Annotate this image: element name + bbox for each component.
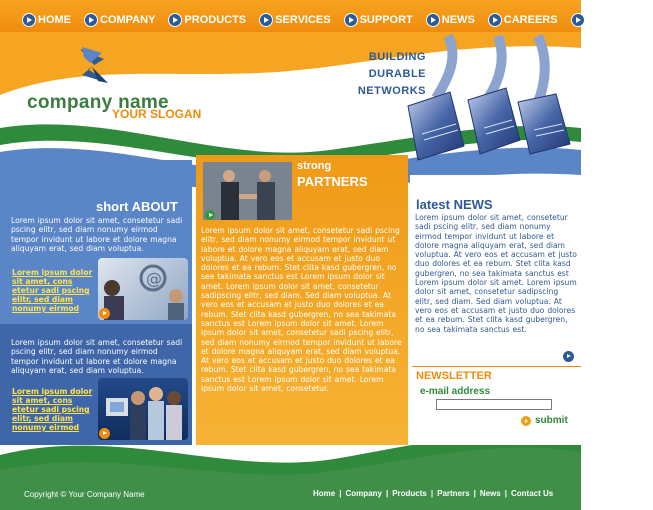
nav-arrow-icon xyxy=(571,13,585,27)
partners-title-small: strong xyxy=(297,160,332,172)
footer-separator: | xyxy=(339,489,342,498)
partners-title-big: PARTNERS xyxy=(297,174,368,189)
nav-news[interactable] xyxy=(426,8,475,32)
nav-services[interactable] xyxy=(259,8,330,32)
about-title-small: short xyxy=(96,199,132,214)
about-paragraph-2: Lorem ipsum dolor sit amet, consetetur sadi pscing elitr, sed diam nonumy eirmod tempor invidunt ut labore et dolore magna aliquyam erat, sed diam voluptua. xyxy=(11,338,183,375)
handshake-photo xyxy=(203,162,292,220)
footer-separator: | xyxy=(473,489,476,498)
submit-button[interactable] xyxy=(521,415,568,426)
team-computer-photo xyxy=(98,378,188,440)
about-title-big: ABOUT xyxy=(131,199,178,214)
nav-contact-us-label: CONTACT US xyxy=(586,8,640,32)
company-name: company name xyxy=(27,92,169,113)
about-paragraph-1: Lorem ipsum dolor sit amet, consetetur sadi pscing elitr, sed diam nonumy eirmod tempor invidunt ut labore et dolore magna aliquyam erat, sed diam voluptua. xyxy=(11,216,183,253)
news-more-icon[interactable] xyxy=(563,351,574,362)
nav-products-label: PRODUCTS xyxy=(184,14,247,26)
main-nav xyxy=(22,8,653,32)
footer-separator: | xyxy=(385,489,389,498)
about-more-2-icon[interactable] xyxy=(99,428,110,439)
nav-home-label: HOME xyxy=(38,14,71,26)
footer-separator: | xyxy=(430,489,434,498)
nav-arrow-icon xyxy=(84,13,98,27)
nav-home[interactable] xyxy=(22,8,71,32)
news-title xyxy=(416,197,493,212)
footer-link-products[interactable]: Products xyxy=(392,489,427,498)
footer-separator: | xyxy=(504,489,507,498)
nav-arrow-icon xyxy=(344,13,358,27)
footer-link-news[interactable]: News xyxy=(479,489,501,498)
nav-arrow-icon xyxy=(168,13,182,27)
nav-support-label: SUPPORT xyxy=(359,14,413,26)
about-link-1[interactable]: Lorem ipsum dolor sit amet, cons etetur sadi pscing elitr, sed diam nonumy eirmod xyxy=(12,268,93,313)
nav-contact-us[interactable] xyxy=(571,8,640,32)
about-title xyxy=(96,199,178,214)
footer-nav xyxy=(313,489,553,498)
partners-body: Lorem ipsum dolor sit amet, consetetur sadi pscing elitr, sed diam nonumy eirmod tempor invidunt ut labore et dolore magna aliquyam erat, sed diam voluptua. At vero eos et accusam et justo duo dolores et ea rebum. Stet clita kasd gubergren, no sea takimata sanctus est Lorem ipsum dolor sit amet. Lorem ipsum dolor sit amet, consetetur sadipscing elitr, sed diam. Sed diam voluptua. At vero eos et accusam et justo duo dolores et ea rebum. Stet clita kasd gubergren, no sea takimata sanctus est Lorem ipsum dolor sit amet. Lorem ipsum dolor sit amet, consetetur sadi pscing elitr, sed diam nonumy eirmod tempor invidunt ut labore et dolore magna aliquyam erat, sed diam voluptua. At vero eos et accusam et justo duo dolores et ea rebum. Stet clita kasd gubergren, no sea takimata sanctus est Lorem ipsum dolor sit amet. Lorem ipsum dolor sit amet, consetetur. xyxy=(201,226,402,394)
news-body: Lorem ipsum dolor sit amet, consetetur sadi pscing elitr, sed diam nonumy eirmod tempor invidunt ut labore et dolore magna aliquyam erat, sed diam voluptua. At vero eos et accusam et justo duo dolores et ea rebum. Stet clita kasd gubergren, no sea takimata sanctus est Lorem ipsum dolor sit amet. Lorem ipsum dolor sit amet, consetetur sadipscing elitr, sed diam. Sed diam voluptua. At vero eos et accusam et justo duo dolores et ea rebum. Stet clita kasd gubergren, no sea takimata sanctus est. xyxy=(415,213,577,334)
email-label: e-mail address xyxy=(420,386,491,397)
news-title-big: NEWS xyxy=(453,197,493,212)
tagline-line-2: DURABLE xyxy=(368,68,426,80)
network-cables-image xyxy=(388,36,581,171)
company-slogan: YOUR SLOGAN xyxy=(112,107,202,121)
tagline-line-3: NETWORKS xyxy=(357,85,426,97)
nav-company-label: COMPANY xyxy=(100,14,156,26)
tagline-line-1: BUILDING xyxy=(368,51,426,63)
nav-arrow-icon xyxy=(426,13,440,27)
company-logo xyxy=(78,45,110,87)
email-input[interactable] xyxy=(436,399,552,410)
about-more-1-icon[interactable] xyxy=(99,308,110,319)
newsletter-title: NEWSLETTER xyxy=(416,370,492,382)
nav-arrow-icon xyxy=(259,13,273,27)
nav-support[interactable] xyxy=(344,8,413,32)
nav-careers-label: CAREERS xyxy=(503,14,558,26)
nav-arrow-icon xyxy=(488,13,502,27)
nav-arrow-icon xyxy=(22,13,36,27)
footer-link-home[interactable]: Home xyxy=(313,489,336,498)
svg-text:@: @ xyxy=(146,269,162,288)
footer-link-company[interactable]: Company xyxy=(345,489,382,498)
about-link-2[interactable]: Lorem ipsum dolor sit amet, cons etetur sadi pscing elitr, sed diam nonumy eirmod xyxy=(12,387,93,432)
copyright: Copyright © Your Company Name xyxy=(24,490,145,499)
submit-arrow-icon xyxy=(521,416,531,426)
newsletter-divider xyxy=(412,366,581,367)
top-navbar xyxy=(0,0,640,32)
footer-link-contact-us[interactable]: Contact Us xyxy=(510,489,554,498)
submit-label: submit xyxy=(535,415,568,426)
partners-more-icon[interactable] xyxy=(205,210,215,220)
nav-company[interactable] xyxy=(84,8,155,32)
news-title-small: latest xyxy=(416,197,454,212)
footer-link-partners[interactable]: Partners xyxy=(437,489,470,498)
email-people-photo xyxy=(98,258,188,320)
nav-careers[interactable] xyxy=(488,8,558,32)
nav-products[interactable] xyxy=(168,8,246,32)
nav-news-label: NEWS xyxy=(441,14,475,26)
nav-services-label: SERVICES xyxy=(275,14,331,26)
